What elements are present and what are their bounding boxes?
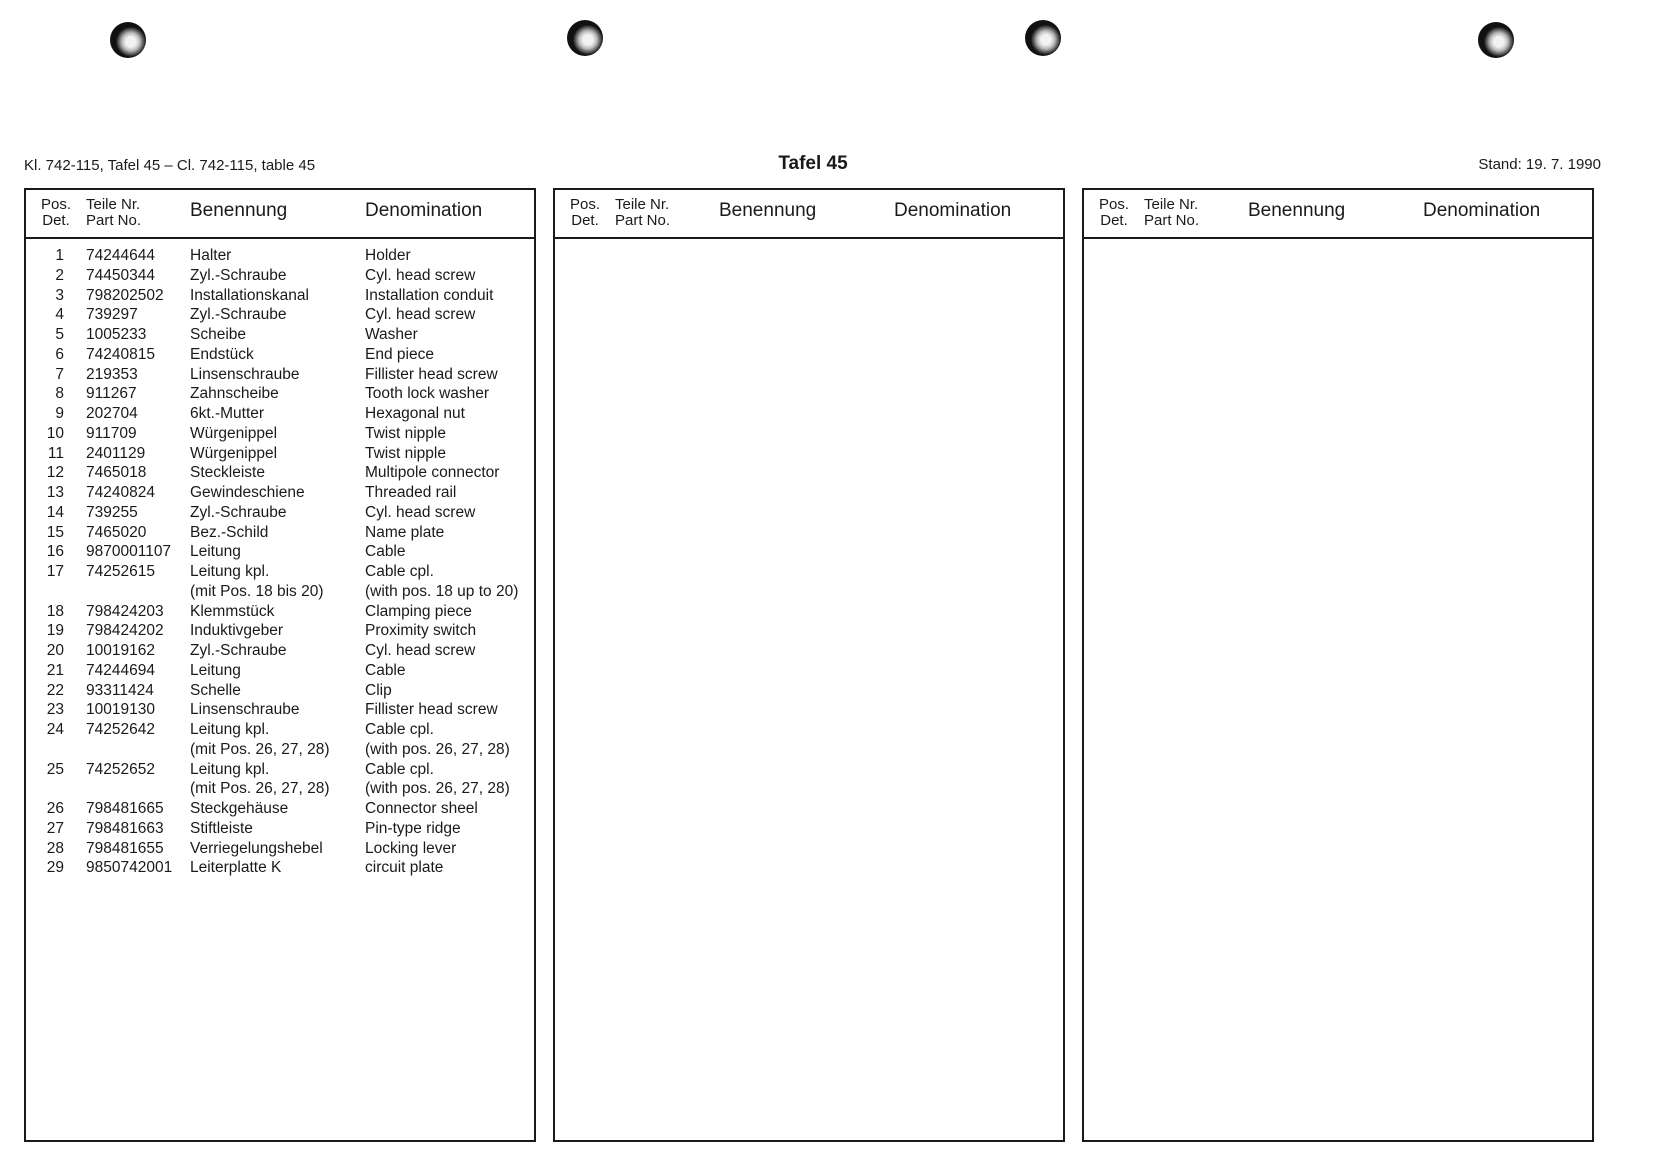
row-pos: 19: [46, 622, 64, 640]
row-part-number: 2401129: [86, 444, 146, 462]
row-denomination: Washer: [365, 326, 418, 343]
row-pos: 13: [46, 484, 64, 501]
row-pos: 24: [46, 721, 64, 738]
row-benennung: Induktivgeber: [190, 622, 284, 640]
col-header-pos-en: Det.: [1100, 212, 1128, 229]
row-benennung: Zyl.-Schraube: [190, 642, 287, 659]
table-row: [26, 839, 534, 859]
col-header-pos-en: Det.: [571, 212, 599, 229]
row-pos: 4: [55, 306, 64, 324]
row-benennung: Schelle: [190, 681, 241, 699]
table-row: [26, 266, 534, 286]
row-part-number: 74252652: [86, 760, 155, 778]
row-benennung: Stiftleiste: [190, 819, 253, 837]
table-row: [26, 404, 534, 424]
row-denomination: Twist nipple: [365, 444, 446, 462]
table-row: [26, 384, 534, 404]
row-denomination: Threaded rail: [365, 484, 457, 501]
row-part-number: 739255: [86, 503, 138, 521]
col-header-part: [86, 197, 141, 229]
punch-hole: [1478, 22, 1514, 58]
row-pos: 5: [55, 326, 64, 343]
row-denomination: Locking lever: [365, 839, 457, 857]
row-benennung: Klemmstück: [190, 602, 275, 620]
punch-hole: [567, 20, 603, 56]
row-benennung: Würgenippel: [190, 424, 278, 442]
row-denomination: Tooth lock washer: [365, 385, 490, 403]
row-pos: 26: [46, 800, 64, 817]
table-header: [555, 190, 1063, 239]
revision-date: Stand: 19. 7. 1990: [1478, 156, 1601, 173]
row-benennung: Verriegelungshebel: [190, 839, 323, 857]
table-row: [26, 562, 534, 582]
row-part-number: 7465020: [86, 523, 147, 541]
row-part-number: 798481665: [86, 800, 164, 817]
row-benennung: Würgenippel: [190, 444, 278, 462]
row-benennung: (mit Pos. 26, 27, 28): [190, 740, 330, 758]
parts-table-panel-3: [1082, 188, 1594, 1142]
row-pos: 23: [46, 701, 64, 719]
row-pos: 28: [46, 839, 64, 857]
row-denomination: Hexagonal nut: [365, 405, 465, 422]
row-part-number: 798481663: [86, 819, 164, 837]
row-denomination: (with pos. 26, 27, 28): [365, 780, 510, 798]
table-row: [26, 542, 534, 562]
table-row: [26, 720, 534, 740]
row-benennung: Bez.-Schild: [190, 523, 269, 541]
row-pos: 16: [46, 543, 64, 561]
col-header-pos-de: Pos.: [1098, 196, 1129, 213]
row-benennung: Zyl.-Schraube: [190, 266, 287, 284]
col-header-part-de: Teile Nr.: [86, 196, 141, 213]
row-denomination: Cable cpl.: [365, 760, 434, 778]
row-part-number: 911267: [86, 385, 137, 403]
parts-table-panel-1: [24, 188, 536, 1142]
col-header-part-en: Part No.: [615, 212, 671, 229]
row-pos: 18: [46, 602, 64, 620]
row-denomination: Cable cpl.: [365, 563, 434, 580]
row-denomination: Clip: [365, 681, 392, 699]
row-part-number: 911709: [86, 424, 137, 442]
table-header: [1084, 190, 1592, 239]
row-benennung: Leitung kpl.: [190, 563, 270, 580]
row-denomination: (with pos. 26, 27, 28): [365, 740, 510, 758]
row-denomination: Cyl. head screw: [365, 306, 476, 324]
col-header-part-en: Part No.: [86, 212, 142, 229]
row-denomination: Cable: [365, 661, 406, 679]
row-denomination: (with pos. 18 up to 20): [365, 582, 519, 600]
row-benennung: Endstück: [190, 345, 254, 363]
col-header-part: [1144, 197, 1199, 229]
table-row: [26, 523, 534, 543]
table-row: [26, 661, 534, 681]
row-benennung: Gewindeschiene: [190, 484, 305, 501]
table-row: [26, 305, 534, 325]
row-denomination: Proximity switch: [365, 622, 477, 640]
table-row: [26, 246, 534, 266]
row-denomination: Cable: [365, 543, 406, 561]
row-pos: 25: [46, 760, 64, 778]
col-header-benennung: Benennung: [719, 200, 817, 221]
parts-table-panel-2: [553, 188, 1065, 1142]
punch-hole: [110, 22, 146, 58]
row-denomination: Pin-type ridge: [365, 819, 461, 837]
table-row: [26, 621, 534, 641]
row-denomination: Cyl. head screw: [365, 266, 476, 284]
row-pos: 3: [55, 286, 64, 304]
row-benennung: Zyl.-Schraube: [190, 306, 287, 324]
punch-hole: [1025, 20, 1061, 56]
row-pos: 22: [46, 681, 64, 699]
row-denomination: Cyl. head screw: [365, 642, 476, 659]
row-denomination: Twist nipple: [365, 424, 446, 442]
row-denomination: End piece: [365, 345, 434, 363]
row-part-number: 74450344: [86, 266, 155, 284]
table-row: [26, 602, 534, 622]
row-benennung: Zyl.-Schraube: [190, 503, 287, 521]
row-benennung: (mit Pos. 26, 27, 28): [190, 780, 330, 798]
table-row: [26, 444, 534, 464]
row-pos: 29: [46, 859, 64, 877]
row-denomination: circuit plate: [365, 859, 444, 877]
row-pos: 6: [55, 345, 64, 363]
row-part-number: 74252642: [86, 721, 155, 738]
row-pos: 8: [55, 385, 64, 403]
row-part-number: 7465018: [86, 464, 147, 482]
row-benennung: Leiterplatte K: [190, 859, 282, 877]
catalog-reference: Kl. 742-115, Tafel 45 – Cl. 742-115, table 45: [24, 157, 316, 174]
row-benennung: Halter: [190, 247, 232, 264]
row-denomination: Cyl. head screw: [365, 503, 476, 521]
row-pos: 7: [55, 365, 64, 383]
table-row: [26, 858, 534, 878]
row-part-number: 74240824: [86, 484, 155, 501]
col-header-pos-en: Det.: [42, 212, 70, 229]
row-denomination: Cable cpl.: [365, 721, 434, 738]
row-part-number: 798202502: [86, 286, 164, 304]
row-part-number: 74252615: [86, 563, 155, 580]
row-pos: 15: [46, 523, 64, 541]
row-part-number: 798424203: [86, 602, 164, 620]
table-row: [26, 760, 534, 780]
row-benennung: Steckgehäuse: [190, 800, 289, 817]
row-denomination: Holder: [365, 247, 411, 264]
table-row: [26, 503, 534, 523]
col-header-part: [615, 197, 670, 229]
col-header-pos-de: Pos.: [40, 196, 71, 213]
row-pos: 9: [55, 405, 64, 422]
row-part-number: 9870001107: [86, 543, 172, 561]
row-pos: 20: [46, 642, 64, 659]
row-denomination: Fillister head screw: [365, 365, 498, 383]
row-part-number: 10019130: [86, 701, 155, 719]
col-header-denomination: Denomination: [365, 200, 483, 221]
table-row: [26, 799, 534, 819]
row-pos: 17: [46, 563, 64, 580]
row-denomination: Fillister head screw: [365, 701, 498, 719]
row-part-number: 74240815: [86, 345, 155, 363]
row-denomination: Name plate: [365, 523, 445, 541]
row-part-number: 798481655: [86, 839, 164, 857]
table-body: [26, 246, 534, 878]
row-benennung: Leitung: [190, 543, 241, 561]
row-benennung: Installationskanal: [190, 286, 309, 304]
row-denomination: Multipole connector: [365, 464, 500, 482]
page-title: Tafel 45: [778, 153, 848, 174]
row-part-number: 1005233: [86, 326, 147, 343]
col-header-denomination: Denomination: [894, 200, 1012, 221]
col-header-pos-de: Pos.: [569, 196, 600, 213]
table-row: [26, 463, 534, 483]
row-part-number: 219353: [86, 365, 138, 383]
col-header-pos: [39, 197, 73, 229]
table-row: [26, 700, 534, 720]
row-benennung: Zahnscheibe: [190, 385, 279, 403]
row-benennung: Steckleiste: [190, 464, 265, 482]
table-row: [26, 345, 534, 365]
table-row: [26, 365, 534, 385]
row-pos: 10: [46, 424, 64, 442]
row-pos: 27: [46, 819, 64, 837]
row-part-number: 93311424: [86, 681, 154, 699]
table-row: [26, 681, 534, 701]
row-pos: 1: [55, 247, 64, 264]
table-row: [26, 819, 534, 839]
col-header-benennung: Benennung: [190, 200, 288, 221]
table-row: [26, 641, 534, 661]
table-row: [26, 483, 534, 503]
row-pos: 2: [55, 266, 64, 284]
row-pos: 14: [46, 503, 64, 521]
row-benennung: Leitung kpl.: [190, 721, 270, 738]
table-row: [26, 740, 534, 760]
row-benennung: Linsenschraube: [190, 365, 300, 383]
col-header-benennung: Benennung: [1248, 200, 1346, 221]
col-header-part-en: Part No.: [1144, 212, 1200, 229]
row-pos: 12: [46, 464, 64, 482]
row-part-number: 202704: [86, 405, 138, 422]
row-part-number: 74244644: [86, 247, 155, 264]
col-header-pos: [568, 197, 602, 229]
row-denomination: Installation conduit: [365, 286, 494, 304]
col-header-pos: [1097, 197, 1131, 229]
row-pos: 11: [47, 444, 64, 462]
col-header-denomination: Denomination: [1423, 200, 1541, 221]
table-row: [26, 286, 534, 306]
table-header: [26, 190, 534, 239]
table-row: [26, 779, 534, 799]
col-header-part-de: Teile Nr.: [615, 196, 670, 213]
row-benennung: Linsenschraube: [190, 701, 300, 719]
row-part-number: 74244694: [86, 661, 155, 679]
table-row: [26, 424, 534, 444]
row-benennung: 6kt.-Mutter: [190, 405, 265, 422]
row-part-number: 739297: [86, 306, 138, 324]
row-part-number: 798424202: [86, 622, 164, 640]
row-part-number: 9850742001: [86, 859, 173, 877]
row-benennung: Scheibe: [190, 326, 247, 343]
row-benennung: Leitung kpl.: [190, 760, 270, 778]
row-benennung: Leitung: [190, 661, 241, 679]
row-denomination: Clamping piece: [365, 602, 472, 620]
row-benennung: (mit Pos. 18 bis 20): [190, 582, 324, 600]
col-header-part-de: Teile Nr.: [1144, 196, 1199, 213]
row-denomination: Connector sheel: [365, 800, 478, 817]
table-row: [26, 582, 534, 602]
row-pos: 21: [46, 661, 64, 679]
table-row: [26, 325, 534, 345]
row-part-number: 10019162: [86, 642, 155, 659]
